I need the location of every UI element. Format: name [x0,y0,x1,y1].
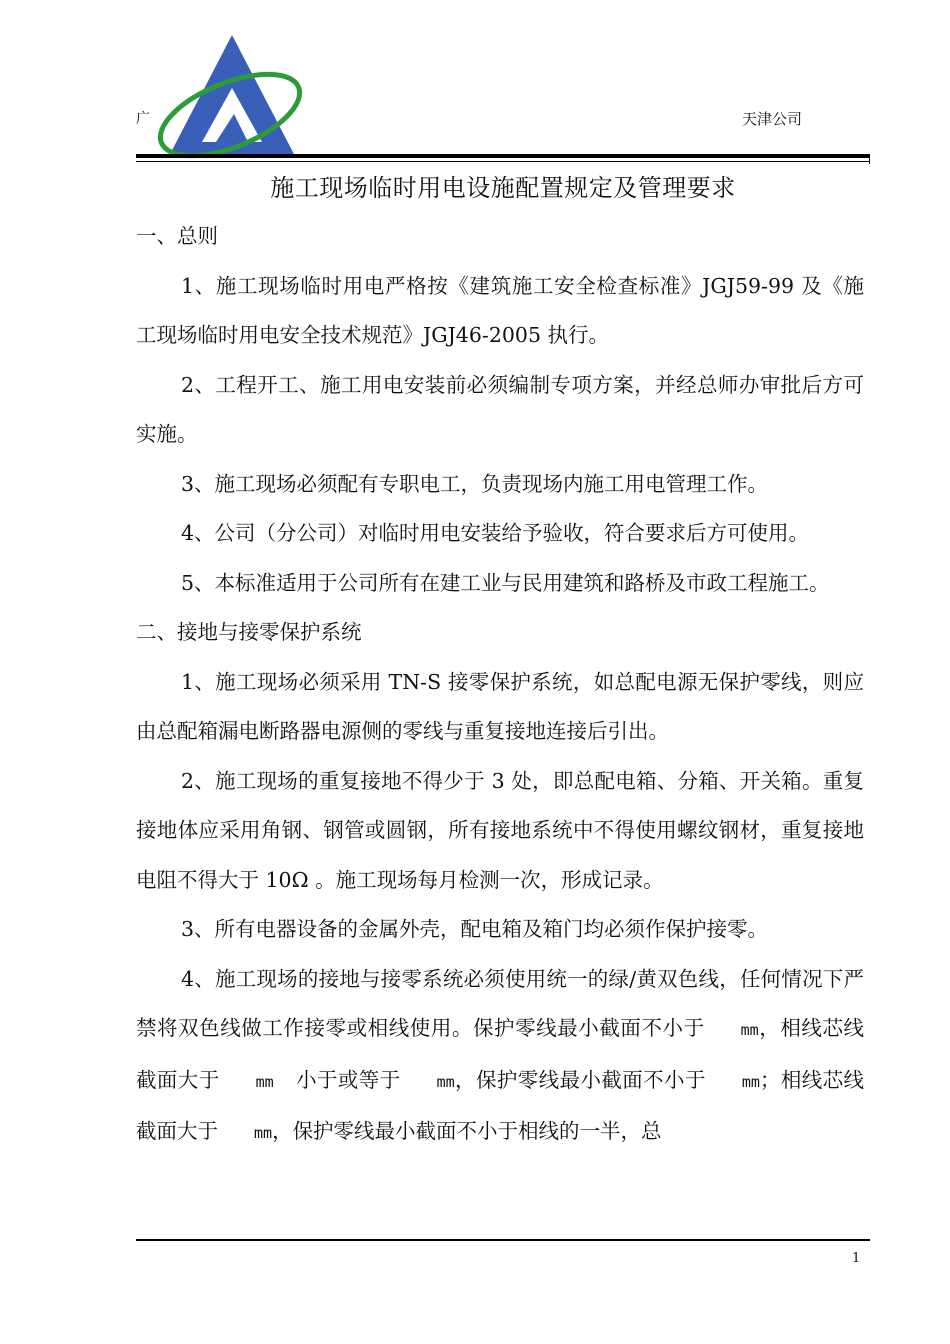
item4-text-3: 小于或等于 [295,1067,401,1092]
header-rule-thin [136,161,870,162]
item4-text-5: 相线芯线截面大于 [136,1067,865,1143]
paragraph: 1、施工现场必须采用 TN-S 接零保护系统，如总配电源无保护零线，则应由总配箱漏电断路器电源侧的零线与重复接地连接后引出。 [136,669,864,743]
page-number: 1 [852,1251,861,1266]
item4-text-6: 保护零线最小截面不小于相线的一半，总 [292,1119,662,1143]
header-rule-thick [136,154,870,158]
paragraph: 2、工程开工、施工用电安装前必须编制专项方案，并经总师办审批后方可实施。 [136,372,864,446]
paragraph-item4 [136,955,864,1159]
section-heading-general: 一、总则 [136,224,218,248]
unit-mm: mm [740,1021,759,1039]
paragraph: 2、施工现场的重复接地不得少于 3 处，即总配电箱、分箱、开关箱。重复接地体应采用角钢、钢管或圆钢，所有接地系统中不得使用螺纹钢材，重复接地电阻不得大于 10Ω 。施工现场每月检测一次，形成记录。 [136,768,864,892]
section-heading-grounding: 二、接地与接零保护系统 [136,620,362,644]
unit-mm: mm [436,1072,455,1091]
header-rule-tick [869,154,870,164]
paragraph: 3、所有电器设备的金属外壳，配电箱及箱门均必须作保护接零。 [181,917,769,941]
punct-comma: ， [758,1016,781,1040]
paragraph: 3、施工现场必须配有专职电工，负责现场内施工用电管理工作。 [181,471,769,496]
item4-text-4: 保护零线最小截面不小于 [475,1067,706,1092]
paragraph: 4、公司（分公司）对临时用电安装给予验收，符合要求后方可使用。 [181,521,810,545]
document-title: 施工现场临时用电设施配置规定及管理要求 [270,174,736,202]
footer-rule [136,1239,870,1241]
unit-mm: mm [255,1072,274,1091]
document-body [136,212,864,1159]
punct-comma: ， [454,1067,476,1092]
paragraph: 5、本标准适用于公司所有在建工业与民用建筑和路桥及市政工程施工。 [181,570,830,595]
item4-text-1: 4、施工现场的接地与接零系统必须使用统一的绿/黄双色线，任何情况下严禁将双色线做工作接零或相线使用。保护零线最小截面不小于 [136,966,864,1040]
punct-comma: ， [272,1119,293,1143]
unit-mm: mm [741,1072,760,1091]
company-logo [150,30,310,165]
paragraph: 1、施工现场临时用电严格按《建筑施工安全检查标准》JGJ59-99 及《施工现场临时用电安全技术规范》JGJ46-2005 执行。 [136,273,864,347]
punct-semicolon: ； [759,1067,781,1092]
item4-text-2: 相线芯线截面大于 [136,1016,865,1092]
header-left-text: 广 [136,111,150,127]
unit-mm: mm [254,1124,273,1142]
header-company-name: 天津公司 [742,110,803,128]
